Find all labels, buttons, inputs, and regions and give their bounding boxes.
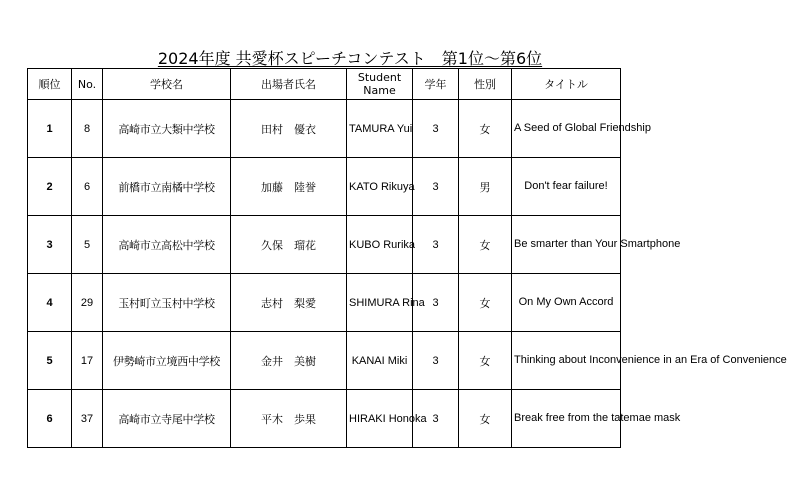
table-row — [28, 216, 621, 274]
no-cell: 29 — [72, 274, 103, 332]
school-cell: 高崎市立高松中学校 — [103, 216, 231, 274]
no-cell: 6 — [72, 158, 103, 216]
school-cell: 高崎市立大類中学校 — [103, 100, 231, 158]
no-cell: 5 — [72, 216, 103, 274]
name-cell: 田村 優衣 — [231, 100, 347, 158]
grade-cell: 3 — [413, 274, 459, 332]
gender-cell: 女 — [459, 332, 512, 390]
gender-cell: 女 — [459, 216, 512, 274]
no-cell: 8 — [72, 100, 103, 158]
student-name-cell: KANAI Miki — [347, 332, 413, 390]
rank-cell: 4 — [28, 274, 72, 332]
page-title-text: 2024年度 共愛杯スピーチコンテスト 第1位～第6位 — [157, 49, 543, 68]
grade-cell: 3 — [413, 158, 459, 216]
student-name-cell: HIRAKI Honoka — [347, 390, 413, 448]
student-name-cell: SHIMURA Rina — [347, 274, 413, 332]
rank-cell: 6 — [28, 390, 72, 448]
title-cell: Be smarter than Your Smartphone — [512, 216, 621, 274]
table-row — [28, 390, 621, 448]
name-cell: 加藤 陸誉 — [231, 158, 347, 216]
header-row — [28, 69, 621, 100]
header-school: 学校名 — [103, 69, 231, 100]
results-table — [27, 68, 787, 448]
header-gender: 性別 — [459, 69, 512, 100]
student-name-cell: TAMURA Yui — [347, 100, 413, 158]
page-title — [0, 46, 700, 69]
no-cell: 17 — [72, 332, 103, 390]
name-cell: 久保 瑠花 — [231, 216, 347, 274]
header-title: タイトル — [512, 69, 621, 100]
name-cell: 志村 梨愛 — [231, 274, 347, 332]
header-no: No. — [72, 69, 103, 100]
school-cell: 玉村町立玉村中学校 — [103, 274, 231, 332]
school-cell: 伊勢崎市立境西中学校 — [103, 332, 231, 390]
name-cell: 金井 美樹 — [231, 332, 347, 390]
rank-cell: 1 — [28, 100, 72, 158]
grade-cell: 3 — [413, 390, 459, 448]
gender-cell: 女 — [459, 100, 512, 158]
title-cell: Don't fear failure! — [512, 158, 621, 216]
rank-cell: 5 — [28, 332, 72, 390]
school-cell: 前橋市立南橘中学校 — [103, 158, 231, 216]
table-row — [28, 100, 621, 158]
rank-cell: 2 — [28, 158, 72, 216]
grade-cell: 3 — [413, 216, 459, 274]
student-name-cell: KUBO Rurika — [347, 216, 413, 274]
table-row — [28, 274, 621, 332]
grade-cell: 3 — [413, 332, 459, 390]
rank-cell: 3 — [28, 216, 72, 274]
header-rank: 順位 — [28, 69, 72, 100]
student-name-cell: KATO Rikuya — [347, 158, 413, 216]
title-cell: On My Own Accord — [512, 274, 621, 332]
grade-cell: 3 — [413, 100, 459, 158]
gender-cell: 女 — [459, 274, 512, 332]
title-cell: A Seed of Global Friendship — [512, 100, 621, 158]
name-cell: 平木 歩果 — [231, 390, 347, 448]
header-grade: 学年 — [413, 69, 459, 100]
no-cell: 37 — [72, 390, 103, 448]
title-cell: Break free from the tatemae mask — [512, 390, 621, 448]
gender-cell: 男 — [459, 158, 512, 216]
title-cell: Thinking about Inconvenience in an Era of Convenience — [512, 332, 621, 390]
gender-cell: 女 — [459, 390, 512, 448]
header-student-name: Student Name — [347, 69, 413, 100]
header-name: 出場者氏名 — [231, 69, 347, 100]
school-cell: 高崎市立寺尾中学校 — [103, 390, 231, 448]
table-row — [28, 332, 621, 390]
table-row — [28, 158, 621, 216]
